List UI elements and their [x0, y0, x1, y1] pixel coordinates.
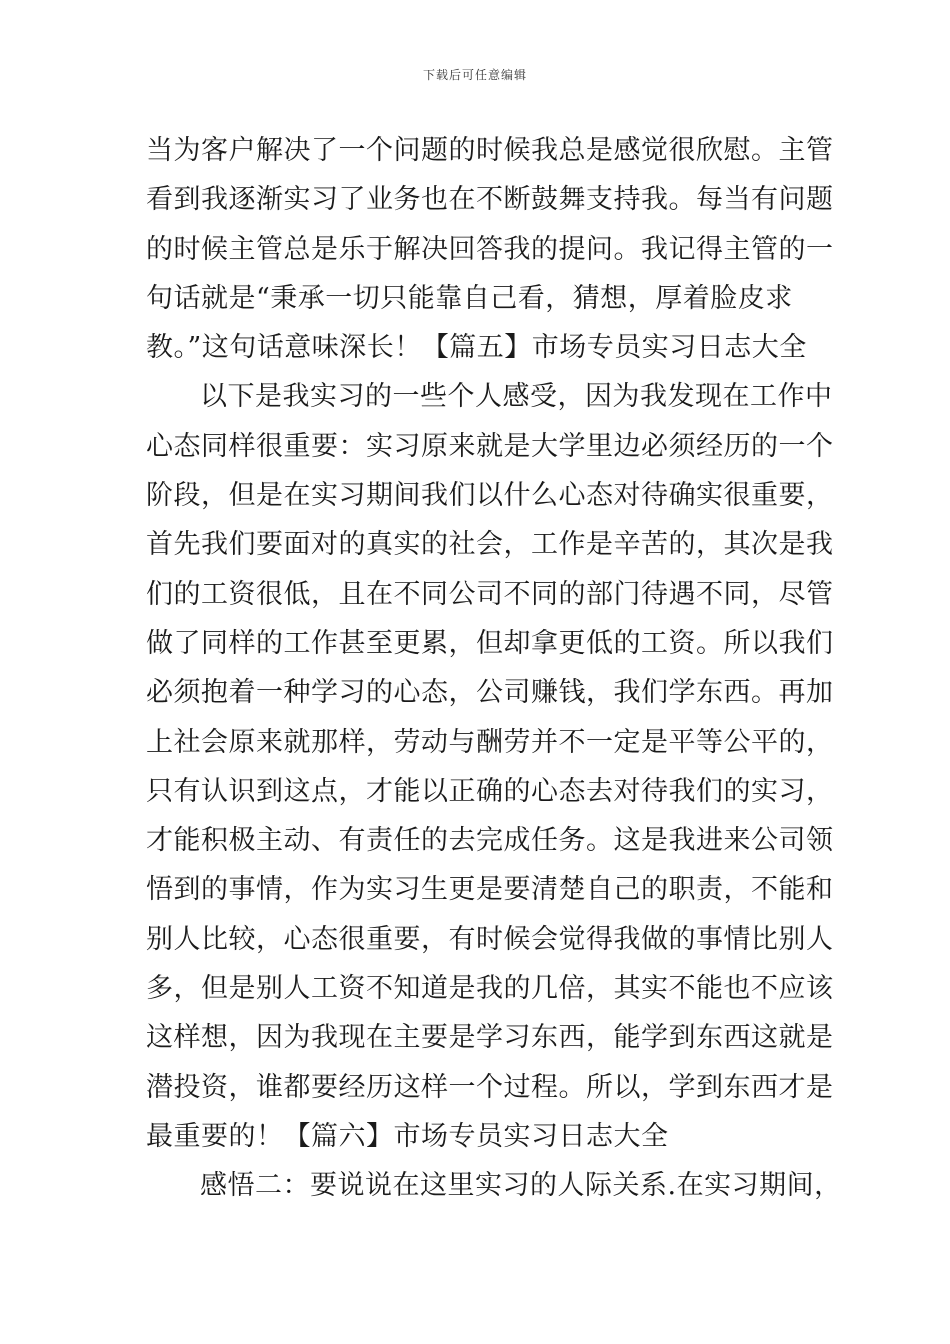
- body-text: [146, 126, 842, 1211]
- text-line: 当为客户解决了一个问题的时候我总是感觉很欣慰。主管: [146, 135, 834, 166]
- text-line: 做了同样的工作甚至更累，但却拿更低的工资。所以我们: [146, 627, 834, 659]
- text-line: 最重要的！【篇六】市场专员实习日志大全: [146, 1120, 669, 1152]
- text-line: 只有认识到这点，才能以正确的心态去对待我们的实习，: [146, 775, 834, 807]
- paragraph-start-line: 以下是我实习的一些个人感受，因为我发现在工作中: [200, 381, 833, 413]
- text-line: 句话就是“秉承一切只能靠自己看，猜想，厚着脸皮求: [146, 282, 793, 314]
- text-line: 潜投资，谁都要经历这样一个过程。所以，学到东西才是: [146, 1071, 834, 1103]
- text-line: 的时候主管总是乐于解决回答我的提问。我记得主管的一: [146, 233, 834, 265]
- text-line: 心态同样很重要：实习原来就是大学里边必须经历的一个: [146, 430, 834, 462]
- text-line: 教。”这句话意味深长！【篇五】市场专员实习日志大全: [146, 332, 807, 364]
- text-line: 必须抱着一种学习的心态，公司赚钱，我们学东西。再加: [146, 677, 834, 709]
- text-line: 阶段，但是在实习期间我们以什么心态对待确实很重要，: [146, 480, 834, 512]
- text-line: 看到我逐渐实习了业务也在不断鼓舞支持我。每当有问题: [146, 184, 834, 216]
- text-line: 上社会原来就那样，劳动与酬劳并不一定是平等公平的，: [146, 726, 834, 758]
- text-line: 多，但是别人工资不知道是我的几倍，其实不能也不应该: [146, 973, 834, 1005]
- text-line: 才能积极主动、有责任的去完成任务。这是我进来公司领: [146, 825, 834, 857]
- text-line: 首先我们要面对的真实的社会，工作是辛苦的，其次是我: [146, 529, 834, 561]
- text-line: 别人比较，心态很重要，有时候会觉得我做的事情比别人: [146, 923, 834, 955]
- paragraph-start-line: 感悟二：要说说在这里实习的人际关系.在实习期间，: [200, 1170, 842, 1202]
- text-line: 悟到的事情，作为实习生更是要清楚自己的职责，不能和: [146, 874, 834, 906]
- text-line: 们的工资很低，且在不同公司不同的部门待遇不同，尽管: [146, 578, 834, 610]
- text-line: 这样想，因为我现在主要是学习东西，能学到东西这就是: [146, 1022, 834, 1054]
- page-header: 下载后可任意编辑: [422, 68, 527, 82]
